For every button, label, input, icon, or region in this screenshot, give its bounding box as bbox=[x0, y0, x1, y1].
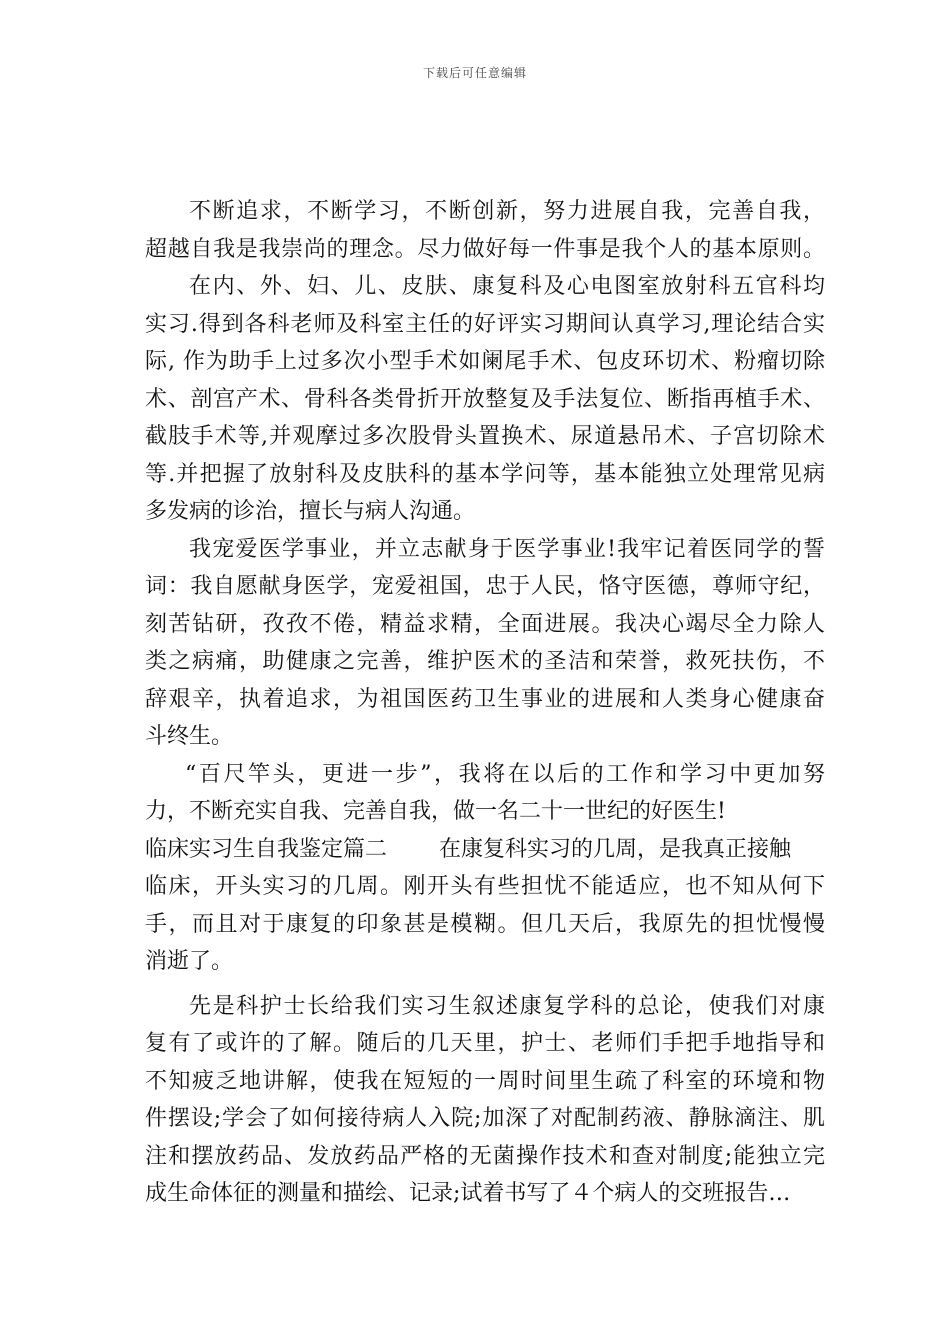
text-line: 不知疲乏地讲解，使我在短短的一周时间里生疏了科室的环境和物 bbox=[145, 1068, 825, 1094]
text-line: 力，不断充实自我、完善自我，做一名二十一世纪的好医生! bbox=[145, 799, 726, 824]
text-line: 消逝了。 bbox=[145, 949, 234, 974]
text-line: “百尺竿头，更进一步”，我将在以后的工作和学习中更加努 bbox=[185, 761, 825, 787]
text-line: 我宠爱医学事业，并立志献身于医学事业!我牢记着医同学的誓 bbox=[189, 536, 825, 562]
text-line: 等.并把握了放射科及皮肤科的基本学问等，基本能独立处理常见病 bbox=[145, 461, 825, 487]
header-note: 下载后可任意编辑 bbox=[422, 66, 527, 80]
section-heading: 临床实习生自我鉴定篇二 bbox=[145, 836, 388, 862]
text-line: 截肢手术等,并观摩过多次股骨头置换术、尿道悬吊术、子宫切除术 bbox=[145, 424, 825, 449]
section-heading-line bbox=[145, 831, 825, 869]
text-line: 不断追求，不断学习，不断创新，努力进展自我，完善自我， bbox=[189, 199, 825, 224]
text-line: 类之病痛，助健康之完善，维护医术的圣洁和荣誉，救死扶伤，不 bbox=[145, 649, 825, 674]
text-line-continuation: 在康复科实习的几周，是我真正接触 bbox=[439, 836, 792, 862]
text-line: 实习.得到各科老师及科室主任的好评实习期间认真学习,理论结合实 bbox=[145, 311, 825, 337]
text-line: 词：我自愿献身医学，宠爱祖国，忠于人民，恪守医德，尊师守纪， bbox=[145, 574, 825, 599]
text-line: 在内、外、妇、儿、皮肤、康复科及心电图室放射科五官科均 bbox=[189, 274, 825, 299]
text-line: 成生命体征的测量和描绘、记录;试着书写了４个病人的交班报告… bbox=[145, 1181, 791, 1206]
text-line: 临床，开头实习的几周。刚开头有些担忧不能适应，也不知从何下 bbox=[145, 874, 825, 899]
text-line: 际, 作为助手上过多次小型手术如阑尾手术、包皮环切术、粉瘤切除 bbox=[145, 349, 825, 374]
text-line: 辞艰辛，执着追求，为祖国医药卫生事业的进展和人类身心健康奋 bbox=[145, 686, 825, 712]
text-line: 复有了或许的了解。随后的几天里，护士、老师们手把手地指导和 bbox=[145, 1031, 825, 1056]
text-line: 刻苦钻研，孜孜不倦，精益求精，全面进展。我决心竭尽全力除人 bbox=[145, 611, 825, 637]
text-line: 超越自我是我崇尚的理念。尽力做好每一件事是我个人的基本原则。 bbox=[145, 236, 825, 262]
text-line: 手，而且对于康复的印象甚是模糊。但几天后，我原先的担忧慢慢 bbox=[145, 911, 825, 937]
text-line: 多发病的诊治，擅长与病人沟通。 bbox=[145, 499, 476, 524]
text-line: 注和摆放药品、发放药品严格的无菌操作技术和查对制度;能独立完 bbox=[145, 1143, 825, 1169]
text-line: 术、剖宫产术、骨科各类骨折开放整复及手法复位、断指再植手术、 bbox=[145, 386, 825, 412]
text-line: 斗终生。 bbox=[145, 724, 234, 749]
text-line: 先是科护士长给我们实习生叙述康复学科的总论，使我们对康 bbox=[189, 993, 825, 1019]
text-line: 件摆设;学会了如何接待病人入院;加深了对配制药液、静脉滴注、肌 bbox=[145, 1106, 825, 1131]
document-body bbox=[145, 193, 825, 1213]
